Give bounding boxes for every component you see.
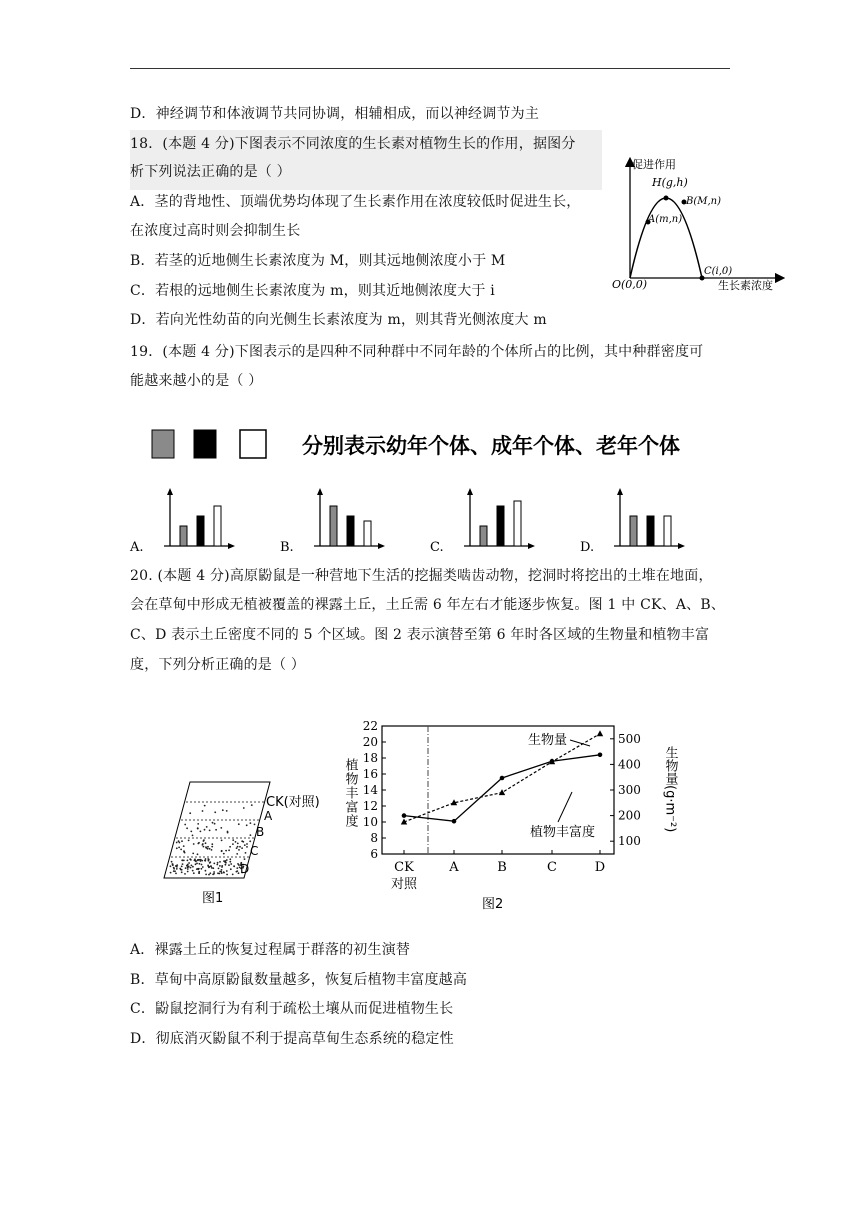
fig1-dot <box>181 869 183 871</box>
fig1-dot <box>201 860 203 862</box>
fig1-dot <box>178 847 180 849</box>
fig1-dot <box>183 851 185 853</box>
age-option-label: C. <box>430 540 444 555</box>
fig1-dot <box>211 849 213 851</box>
q18-stem-line2: 析下列说法正确的是（ ） <box>130 164 291 180</box>
age-bar-old <box>364 521 371 546</box>
fig1-dot <box>214 811 216 813</box>
age-chart-x-arrow <box>678 543 685 549</box>
fig1-dot <box>204 805 206 807</box>
q18-stem-line1: 18．(本题 4 分)下图表示不同浓度的生长素对植物生长的作用，据图分 <box>130 136 576 152</box>
legend-adult-swatch <box>194 430 216 458</box>
fig1-dot <box>225 864 227 866</box>
fig1-dot <box>202 866 204 868</box>
fig1-dot <box>192 835 194 837</box>
q18-option-d: D．若向光性幼苗的向光侧生长素浓度为 m，则其背光侧浓度大 m <box>130 312 547 328</box>
fig1-dot <box>187 866 189 868</box>
fig2-x-tick-label: A <box>449 860 459 875</box>
fig2-left-tick-label: 20 <box>362 735 378 749</box>
age-bar-adult <box>347 516 354 546</box>
fig1-dot <box>204 829 206 831</box>
fig1-dot <box>238 849 240 851</box>
point-h <box>664 196 669 201</box>
age-chart-x-arrow <box>378 543 385 549</box>
fig1-dot <box>197 860 199 862</box>
fig1-dot <box>207 846 209 848</box>
fig1-dot <box>201 868 203 870</box>
fig1-dot <box>174 870 176 872</box>
fig1-dot <box>236 870 238 872</box>
fig1-dot <box>250 822 252 824</box>
fig1-dot <box>244 858 246 860</box>
fig1-dot <box>176 847 178 849</box>
fig1-dot <box>201 864 203 866</box>
age-option-label: A. <box>130 540 144 555</box>
fig1-dot <box>237 846 239 848</box>
fig1-dot <box>242 841 244 843</box>
header-rule <box>130 68 730 69</box>
fig1-dot <box>189 812 191 814</box>
fig1-dot <box>230 863 232 865</box>
fig1-dot <box>212 867 214 869</box>
age-bar-young <box>180 526 187 546</box>
legend-old-swatch <box>240 430 266 458</box>
fig1-dot <box>245 852 247 854</box>
fig1-dot <box>193 872 195 874</box>
fig1-dot <box>173 868 175 870</box>
fig1-dot <box>187 871 189 873</box>
fig1-dot <box>195 860 197 862</box>
fig1-dot <box>228 849 230 851</box>
fig1-dot <box>184 824 186 826</box>
q18-option-b: B．若茎的近地侧生长素浓度为 M，则其远地侧浓度小于 M <box>130 253 506 269</box>
fig1-dot <box>228 864 230 866</box>
fig1-dot <box>222 809 224 811</box>
auxin-effect-graph <box>608 148 788 298</box>
fig1-dot <box>175 873 177 875</box>
fig1-dot <box>184 873 186 875</box>
fig2-biomass-point <box>597 730 603 736</box>
q19-stem-line1: 19．(本题 4 分)下图表示的是四种不同种群中不同年龄的个体所占的比例，其中种群密度可 <box>130 344 704 360</box>
fig1-caption: 图1 <box>202 891 224 906</box>
fig1-dot <box>208 866 210 868</box>
graph-a-label: A(m,n) <box>648 214 683 225</box>
fig1-dot <box>204 860 206 862</box>
fig1-label-ck: CK(对照) <box>266 795 320 810</box>
fig1-dot <box>170 872 172 874</box>
q20-stem-line4: 度，下列分析正确的是（ ） <box>130 657 306 673</box>
q20-stem-line1: 20. (本题 4 分)高原鼢鼠是一种营地下生活的挖掘类啮齿动物，挖洞时将挖出的土堆在地面， <box>130 568 713 584</box>
q20-stem-line3: C、D 表示土丘密度不同的 5 个区域。图 2 表示演替至第 6 年时各区域的生物量和植物丰富 <box>130 627 710 643</box>
fig1-dot <box>244 844 246 846</box>
fig2-right-ylabel: 生物量(g·m⁻²) <box>662 746 678 833</box>
fig1-dot <box>208 859 210 861</box>
fig1-dot <box>220 827 222 829</box>
q20-option-c: C．鼢鼠挖洞行为有利于疏松土壤从而促进植物生长 <box>130 1001 454 1017</box>
fig1-dot <box>197 853 199 855</box>
fig2-left-tick-label: 16 <box>362 767 378 781</box>
fig1-dot <box>209 830 211 832</box>
fig1-dot <box>249 840 251 842</box>
age-bar-young <box>480 526 487 546</box>
fig2-richness-point <box>402 813 407 818</box>
graph-ylabel: 促进作用 <box>632 158 676 171</box>
fig1-dot <box>200 831 202 833</box>
fig1-dot <box>229 861 231 863</box>
fig1-dot <box>216 864 218 866</box>
graph-b-label: B(M,n) <box>686 196 722 207</box>
age-bar-young <box>630 516 637 546</box>
fig2-left-tick-label: 14 <box>362 783 378 797</box>
fig2-caption: 图2 <box>482 897 504 912</box>
fig1-dot <box>181 871 183 873</box>
fig1-dot <box>198 872 200 874</box>
fig1-dot <box>213 863 215 865</box>
fig2-x-tick-label: C <box>547 860 557 875</box>
fig1-dot <box>235 841 237 843</box>
age-bar-old <box>514 501 521 546</box>
fig1-dot <box>203 840 205 842</box>
fig1-dot <box>190 859 192 861</box>
fig1-dot <box>187 868 189 870</box>
fig1-dot <box>182 863 184 865</box>
age-legend <box>148 426 708 466</box>
fig1-dot <box>209 862 211 864</box>
fig1-dot <box>197 828 199 830</box>
fig1-dot <box>202 810 204 812</box>
fig1-dot <box>183 845 185 847</box>
fig1-dot <box>236 847 238 849</box>
fig1-dot <box>206 826 208 828</box>
age-chart-y-arrow <box>167 488 173 495</box>
age-option-label: B. <box>280 540 294 555</box>
q17-option-d: D．神经调节和体液调节共同协调，相辅相成，而以神经调节为主 <box>130 106 540 122</box>
fig1-dot <box>221 850 223 852</box>
fig2-left-ylabel: 植物丰富度 <box>342 758 358 828</box>
age-chart-x-arrow <box>528 543 535 549</box>
fig1-dot <box>217 862 219 864</box>
q19-stem-line2: 能越来越小的是（ ） <box>130 373 263 389</box>
fig1-dot <box>237 843 239 845</box>
fig1-dot <box>236 867 238 869</box>
fig1-dot <box>199 863 201 865</box>
fig1-dot <box>246 843 248 845</box>
fig1-dot <box>211 843 213 845</box>
graph-origin-label: O(0,0) <box>612 278 648 291</box>
fig1-dot <box>218 873 220 875</box>
fig1-dot <box>208 874 210 876</box>
fig1-label-d: D <box>240 862 250 876</box>
fig1-dot <box>223 872 225 874</box>
fig1-dot <box>212 874 214 876</box>
fig1-dot <box>219 865 221 867</box>
fig1-label-b: B <box>256 825 265 839</box>
fig1-dot <box>236 853 238 855</box>
age-bar-old <box>214 506 221 546</box>
age-bar-adult <box>197 516 204 546</box>
fig2-right-tick-label: 400 <box>618 757 641 772</box>
fig1-dot <box>232 839 234 841</box>
fig2-x-tick-label: CK <box>394 860 414 875</box>
fig1-dot <box>192 866 194 868</box>
fig2-biomass-annotation: 生物量 <box>528 733 568 748</box>
age-chart-x-arrow <box>228 543 235 549</box>
fig1-dot <box>229 846 231 848</box>
fig1-dot <box>192 870 194 872</box>
fig1-dot <box>180 849 182 851</box>
fig1-dot <box>225 850 227 852</box>
age-chart-y-arrow <box>467 488 473 495</box>
fig1-dot <box>193 843 195 845</box>
age-chart-y-arrow <box>617 488 623 495</box>
fig1-label-c: C <box>250 844 259 858</box>
age-bar-adult <box>647 516 654 546</box>
fig1-dot <box>221 865 223 867</box>
fig1-dot <box>246 824 248 826</box>
fig2-left-tick-label: 22 <box>362 719 378 733</box>
q20-stem-line2: 会在草甸中形成无植被覆盖的裸露土丘，土丘需 6 年左右才能逐步恢复。图 1 中 CK、A、B、 <box>130 597 726 613</box>
age-bar-young <box>330 506 337 546</box>
fig2-richness-point <box>500 776 505 781</box>
fig1-dot <box>188 840 190 842</box>
fig1-dot <box>181 840 183 842</box>
legend-text: 分别表示幼年个体、成年个体、老年个体 <box>302 434 680 458</box>
fig1-dot <box>182 859 184 861</box>
fig1-dot <box>227 831 229 833</box>
fig1-dot <box>246 846 248 848</box>
fig1-dot <box>195 863 197 865</box>
fig2-left-tick-label: 8 <box>370 831 378 845</box>
fig1-dot <box>176 842 178 844</box>
fig1-dot <box>186 865 188 867</box>
fig2-right-tick-label: 300 <box>618 783 641 797</box>
fig1-dot <box>212 822 214 824</box>
fig2-right-tick-label: 500 <box>618 731 641 746</box>
fig1-dot <box>223 853 225 855</box>
fig2-richness-point <box>452 819 457 824</box>
figure-2-chart <box>336 716 696 916</box>
fig1-dot <box>202 843 204 845</box>
fig1-dot <box>178 840 180 842</box>
fig2-ck-sublabel: 对照 <box>390 877 418 892</box>
fig1-dot <box>211 867 213 869</box>
fig2-right-tick-label: 100 <box>618 834 641 849</box>
fig2-left-tick-label: 10 <box>362 815 378 829</box>
graph-curve <box>630 198 702 278</box>
fig1-dot <box>226 874 228 876</box>
fig1-dot <box>238 823 240 825</box>
fig1-dot <box>197 823 199 825</box>
fig1-dot <box>226 870 228 872</box>
q18-option-c: C．若根的远地侧生长素浓度为 m，则其近地侧浓度大于 i <box>130 283 495 299</box>
fig1-dot <box>224 861 226 863</box>
graph-xlabel: 生长素浓度 <box>718 279 773 292</box>
figure-1-mound-density <box>160 780 340 908</box>
fig2-richness-leader <box>558 792 572 822</box>
fig2-richness-point <box>598 753 603 758</box>
age-option-label: D. <box>580 540 595 555</box>
graph-c-label: C(i,0) <box>704 266 733 277</box>
fig1-dot <box>205 847 207 849</box>
fig1-dot <box>205 874 207 876</box>
fig1-dot <box>176 866 178 868</box>
fig1-dot <box>209 848 211 850</box>
fig1-dot <box>191 865 193 867</box>
fig1-dot <box>232 874 234 876</box>
fig1-dot <box>190 867 192 869</box>
legend-young-swatch <box>152 430 174 458</box>
fig1-dot <box>205 870 207 872</box>
fig1-dot <box>198 842 200 844</box>
fig1-dot <box>176 864 178 866</box>
fig1-dot <box>214 823 216 825</box>
q20-option-d: D．彻底消灭鼢鼠不利于提高草甸生态系统的稳定性 <box>130 1031 454 1047</box>
fig1-dot <box>213 871 215 873</box>
fig1-dot <box>190 831 192 833</box>
fig1-dot <box>172 864 174 866</box>
fig1-dot <box>181 866 183 868</box>
fig2-right-tick-label: 200 <box>618 808 641 823</box>
fig1-dot <box>229 858 231 860</box>
fig1-dot <box>192 853 194 855</box>
fig1-dot <box>176 868 178 870</box>
fig1-dot <box>194 858 196 860</box>
fig1-dot <box>218 868 220 870</box>
fig1-dot <box>221 840 223 842</box>
fig1-dot <box>188 862 190 864</box>
fig1-dot <box>171 861 173 863</box>
fig2-x-tick-label: B <box>497 860 507 875</box>
fig1-dot <box>219 861 221 863</box>
fig1-dot <box>230 868 232 870</box>
age-structure-charts <box>128 484 688 556</box>
fig1-dot <box>226 810 228 812</box>
fig1-dot <box>239 846 241 848</box>
fig1-dot <box>221 869 223 871</box>
fig2-x-tick-label: D <box>594 860 606 875</box>
fig1-dot <box>185 867 187 869</box>
fig2-left-tick-label: 12 <box>362 799 378 813</box>
fig1-label-a: A <box>264 809 273 823</box>
fig1-dot <box>196 863 198 865</box>
fig1-dot <box>187 860 189 862</box>
q18-option-a-line2: 在浓度过高时则会抑制生长 <box>130 223 301 239</box>
fig1-dot <box>170 865 172 867</box>
graph-h-label: H(g,h) <box>652 176 688 189</box>
age-bar-adult <box>497 506 504 546</box>
q20-option-b: B．草甸中高原鼢鼠数量越多，恢复后植物丰富度越高 <box>130 972 468 988</box>
fig1-dot <box>215 829 217 831</box>
q18-option-a-line1: A．茎的背地性、顶端优势均体现了生长素作用在浓度较低时促进生长， <box>130 194 581 210</box>
fig1-dot <box>233 866 235 868</box>
fig1-dot <box>179 868 181 870</box>
fig1-dot <box>251 804 253 806</box>
fig1-outline <box>164 782 270 878</box>
q20-option-a: A．裸露土丘的恢复过程属于群落的初生演替 <box>130 942 411 958</box>
fig2-left-tick-label: 6 <box>370 847 378 861</box>
fig2-biomass-point <box>499 789 505 795</box>
fig1-dot <box>241 847 243 849</box>
fig2-richness-annotation: 植物丰富度 <box>530 825 596 840</box>
fig1-dot <box>186 827 188 829</box>
fig1-dot <box>196 868 198 870</box>
age-chart-y-arrow <box>317 488 323 495</box>
fig1-dot <box>250 834 252 836</box>
fig1-dot <box>232 843 234 845</box>
fig1-dot <box>203 846 205 848</box>
fig2-left-tick-label: 18 <box>362 751 378 765</box>
fig1-dot <box>205 842 207 844</box>
fig1-dot <box>243 807 245 809</box>
fig1-dot <box>219 871 221 873</box>
age-bar-old <box>664 516 671 546</box>
fig1-dot <box>210 865 212 867</box>
fig1-dot <box>200 860 202 862</box>
fig1-dot <box>209 872 211 874</box>
fig1-dot <box>211 846 213 848</box>
